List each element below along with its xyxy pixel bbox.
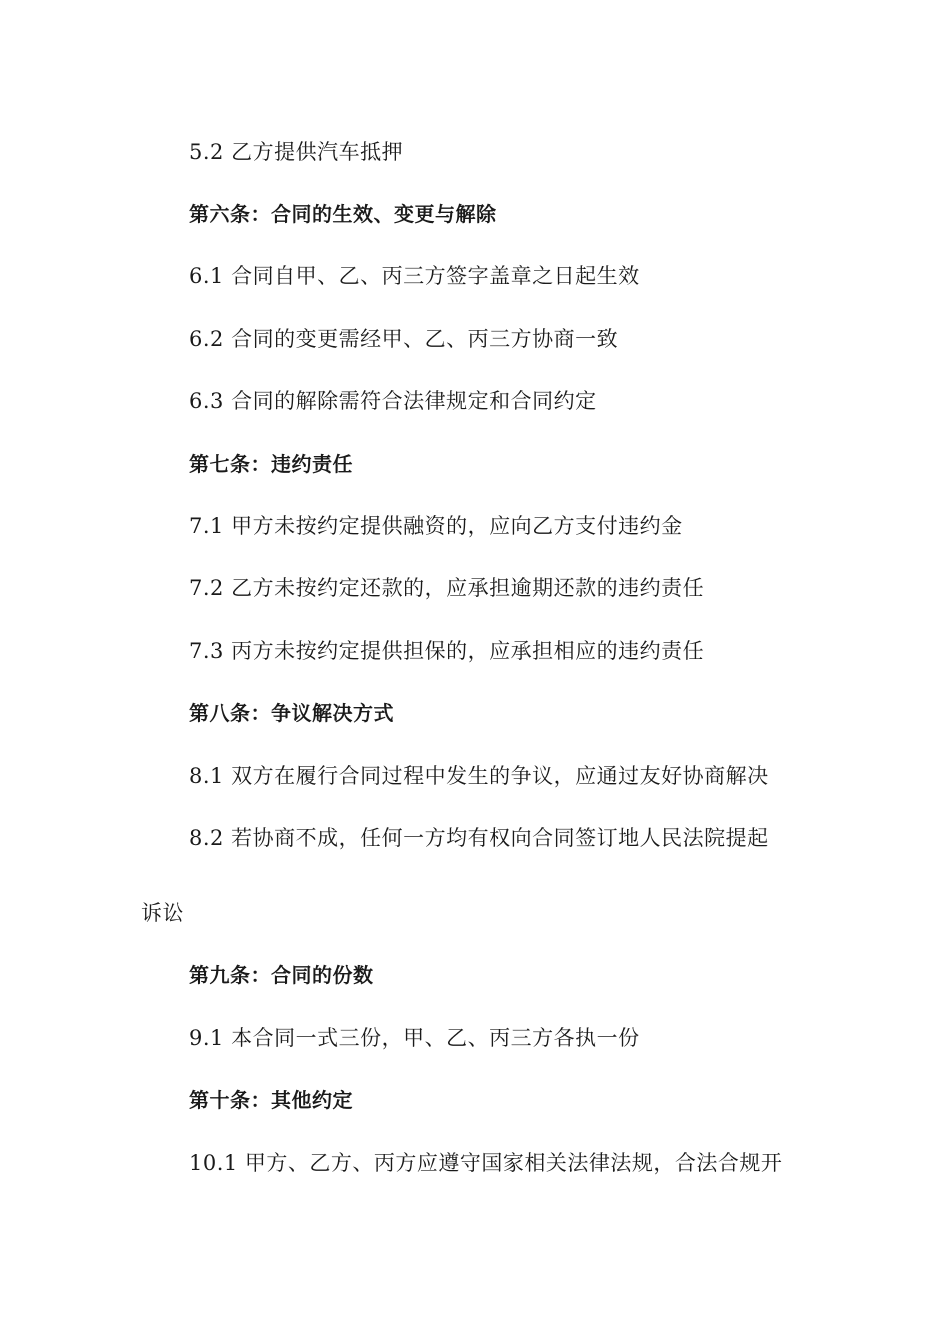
article-10-heading: 第十条：其他约定 bbox=[189, 1088, 353, 1112]
clause-8-2-continuation: 诉讼 bbox=[141, 901, 184, 925]
clause-8-2: 8.2 若协商不成，任何一方均有权向合同签订地人民法院提起 bbox=[189, 826, 769, 850]
article-9-heading: 第九条：合同的份数 bbox=[189, 963, 374, 987]
clause-6-3: 6.3 合同的解除需符合法律规定和合同约定 bbox=[189, 389, 597, 413]
clause-7-3: 7.3 丙方未按约定提供担保的，应承担相应的违约责任 bbox=[189, 639, 705, 663]
clause-7-2: 7.2 乙方未按约定还款的，应承担逾期还款的违约责任 bbox=[189, 576, 705, 600]
article-7-heading: 第七条：违约责任 bbox=[189, 452, 353, 476]
article-6-heading: 第六条：合同的生效、变更与解除 bbox=[189, 202, 497, 226]
clause-6-1: 6.1 合同自甲、乙、丙三方签字盖章之日起生效 bbox=[189, 264, 640, 288]
clause-8-1: 8.1 双方在履行合同过程中发生的争议，应通过友好协商解决 bbox=[189, 764, 769, 788]
clause-10-1: 10.1 甲方、乙方、丙方应遵守国家相关法律法规，合法合规开 bbox=[189, 1151, 783, 1175]
clause-5-2: 5.2 乙方提供汽车抵押 bbox=[189, 140, 404, 164]
article-8-heading: 第八条：争议解决方式 bbox=[189, 701, 394, 725]
clause-7-1: 7.1 甲方未按约定提供融资的，应向乙方支付违约金 bbox=[189, 514, 683, 538]
clause-6-2: 6.2 合同的变更需经甲、乙、丙三方协商一致 bbox=[189, 327, 619, 351]
clause-9-1: 9.1 本合同一式三份，甲、乙、丙三方各执一份 bbox=[189, 1026, 640, 1050]
